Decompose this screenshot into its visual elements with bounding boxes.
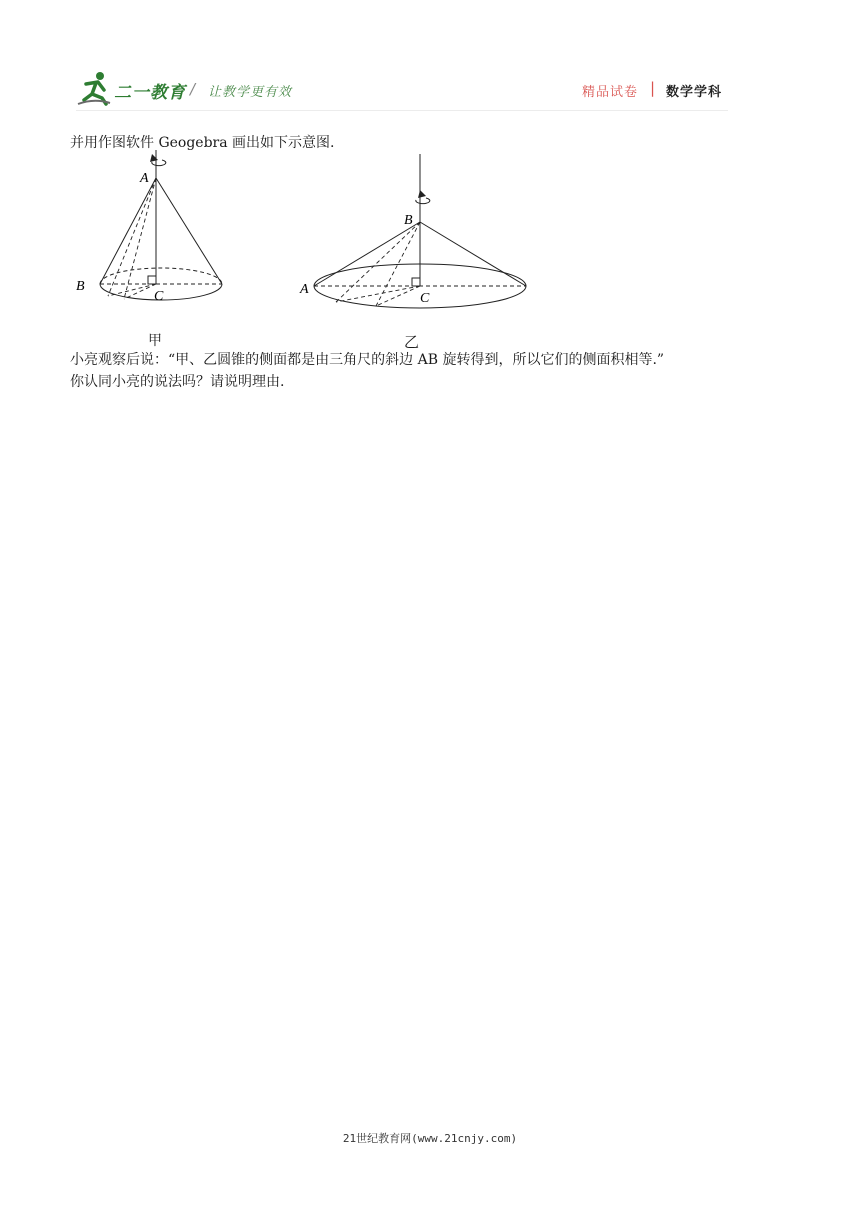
cone-figure-yi — [296, 150, 536, 350]
label-b-jia: B — [76, 279, 85, 294]
question-observation-line: 小亮观察后说：“甲、乙圆锥的侧面都是由三角尺的斜边 AB 旋转得到，所以它们的侧面积相等.” — [70, 352, 665, 368]
header-tag: 精品试卷 — [582, 85, 639, 100]
header-divider — [76, 110, 728, 111]
caption-jia: 甲 — [148, 333, 162, 349]
runner-logo-icon — [76, 70, 112, 106]
label-c-yi: C — [420, 291, 430, 306]
cone-figure-jia — [72, 148, 232, 348]
header-separator: | — [650, 79, 656, 97]
label-a-yi: A — [300, 282, 309, 297]
page-footer: 21世纪教育网(www.21cnjy.com) — [342, 1132, 518, 1145]
label-b-yi: B — [404, 213, 413, 228]
label-a-jia: A — [140, 171, 149, 186]
brand-name: 二一教育 — [114, 83, 186, 103]
label-c-jia: C — [154, 289, 164, 304]
page-header — [76, 68, 728, 108]
question-intro-line: 并用作图软件 Geogebra 画出如下示意图. — [70, 135, 335, 151]
header-slash: / — [190, 80, 196, 98]
question-prompt-line: 你认同小亮的说法吗？请说明理由. — [70, 374, 285, 390]
header-subject: 数学学科 — [666, 85, 723, 100]
brand-slogan: 让教学更有效 — [208, 85, 293, 100]
caption-yi: 乙 — [404, 333, 420, 351]
